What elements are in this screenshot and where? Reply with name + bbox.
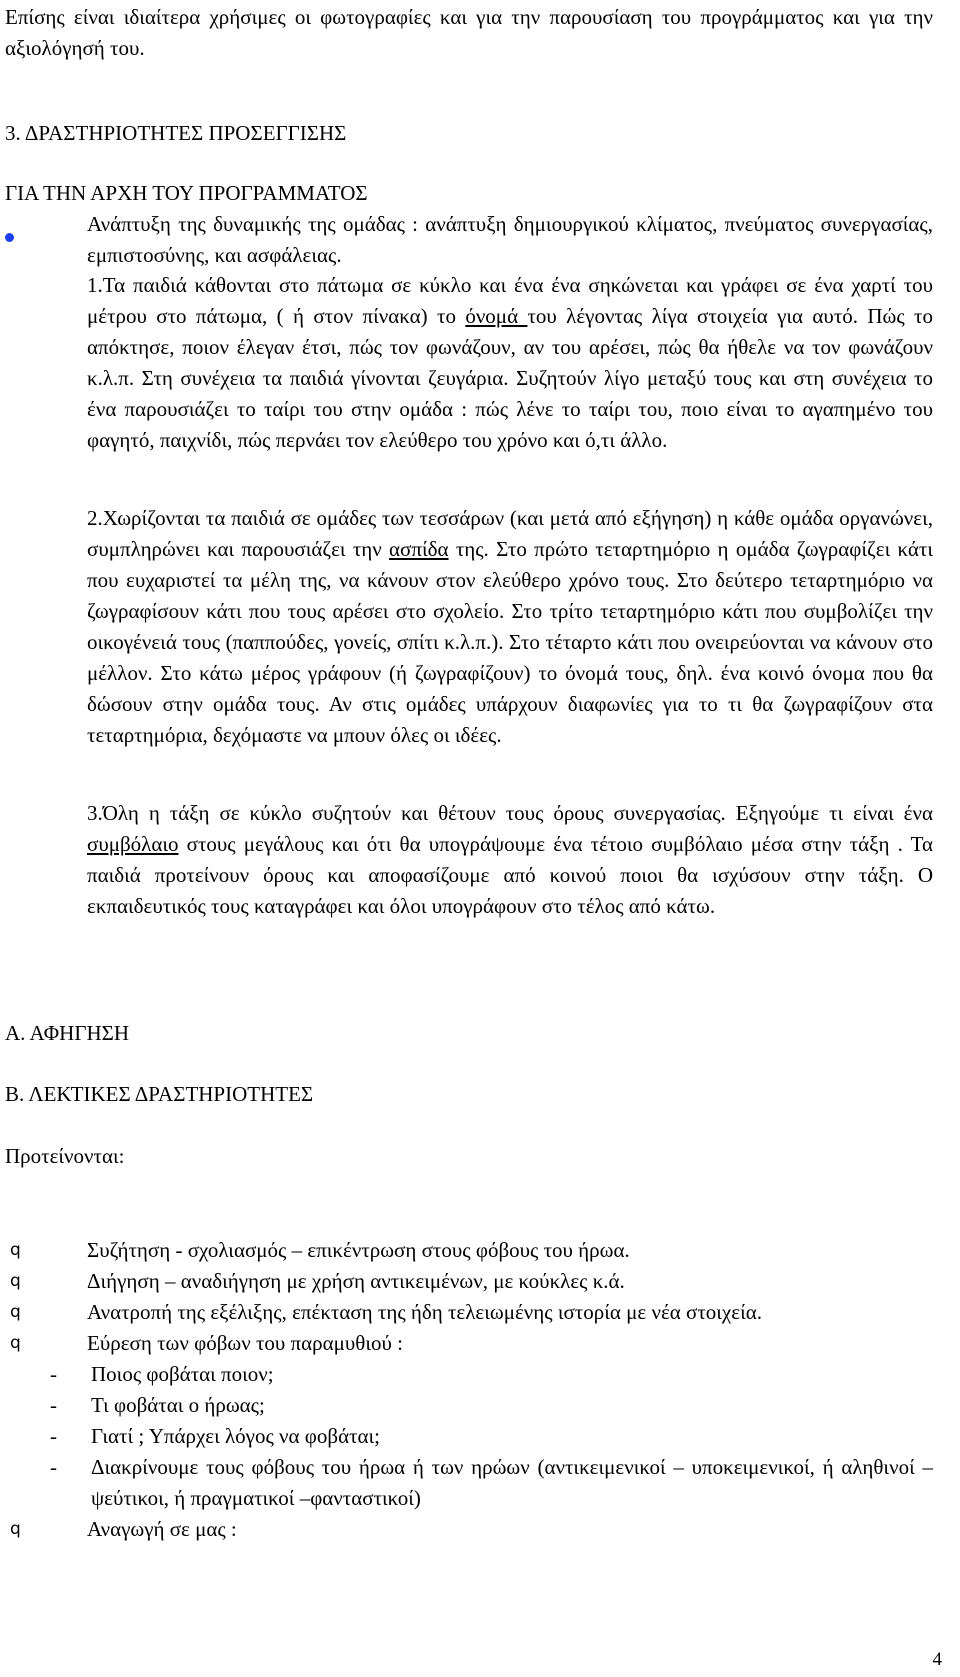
sub-list-item-text: Διακρίνουμε τους φόβους του ήρωα ή των ηρώων (αντικειμενικοί – υποκειμενικοί, ή αληθινοί – ψεύτικοι, ή πραγματικοί –φανταστικοί)	[91, 1455, 933, 1510]
list-item	[5, 1235, 933, 1266]
q-bullet-icon: q	[10, 1519, 21, 1539]
sub-list-item	[5, 1452, 933, 1514]
sub-list-item-text: Τι φοβάται ο ήρωας;	[91, 1393, 265, 1417]
activity-2-paragraph	[87, 503, 933, 751]
sub-list-item-text: Γιατί ; Υπάρχει λόγος να φοβάται;	[91, 1424, 380, 1448]
section-b-heading: Β. ΛΕΚΤΙΚΕΣ ΔΡΑΣΤΗΡΙΟΤΗΤΕΣ	[5, 1082, 314, 1106]
dash-bullet: -	[50, 1393, 57, 1417]
list-item-text: Αναγωγή σε μας :	[87, 1517, 237, 1541]
activity-1-text-end: του λέγοντας λίγα στοιχεία για αυτό. Πώς το απόκτησε, ποιον έλεγαν έτσι, πώς τον φωνάζουν, αν του αρέσει, πώς θα ήθελε να τον φωνάζουν κ.λ.π. Στη συνέχεια τα παιδιά γίνονται ζευγάρια. Συζητούν λίγο μεταξύ τους και στη συνέχεια το ένα παρουσιάζει το ταίρι του στην ομάδα : πώς λένε το ταίρι του, ποιο είναι το αγαπημένο του φαγητό, παιχνίδι, πώς περνάει τον ελεύθερο του χρόνο και ό,τι άλλο.	[87, 304, 933, 452]
proposed-label: Προτείνονται:	[5, 1144, 125, 1168]
list-item-text: Εύρεση των φόβων του παραμυθιού :	[87, 1331, 403, 1355]
bullet-paragraph: Ανάπτυξη της δυναμικής της ομάδας : ανάπτυξη δημιουργικού κλίματος, πνεύματος συνεργασίας, εμπιστοσύνης, και ασφάλειας.	[87, 212, 933, 267]
intro-paragraph: Επίσης είναι ιδιαίτερα χρήσιμες οι φωτογραφίες και για την παρουσίαση του προγράμματος και για την αξιολόγησή του.	[5, 5, 933, 60]
list-item	[5, 1266, 933, 1297]
activity-2-text-start: 2.Χωρίζονται τα παιδιά σε ομάδες των τεσσάρων (και μετά από εξήγηση) η κάθε ομάδα οργανώνει, συμπληρώνει και παρουσιάζει την	[87, 506, 933, 561]
activity-1-underlined-word: όνομά	[465, 304, 528, 328]
q-bullet-icon: q	[10, 1302, 21, 1322]
sub-list-item	[5, 1359, 933, 1390]
activity-1-paragraph	[87, 270, 933, 456]
proposal-list	[5, 1235, 933, 1545]
activity-1-text-start: 1.Τα παιδιά κάθονται στο πάτωμα σε κύκλο και ένα ένα σηκώνεται και γράφει σε ένα χαρτί του μέτρου στο πάτωμα, ( ή στον πίνακα) το	[87, 273, 933, 328]
section-3-title: 3. ΔΡΑΣΤΗΡΙΟΤΗΤΕΣ ΠΡΟΣΕΓΓΙΣΗΣ	[5, 121, 347, 145]
list-item	[5, 1297, 933, 1328]
q-bullet-icon: q	[10, 1240, 21, 1260]
dash-bullet: -	[50, 1362, 57, 1386]
activity-3-text-start: 3.Όλη η τάξη σε κύκλο συζητούν και θέτουν τους όρους συνεργασίας. Εξηγούμε τι είναι ένα	[87, 801, 933, 825]
list-item-text: Ανατροπή της εξέλιξης, επέκταση της ήδη τελειωμένης ιστορία με νέα στοιχεία.	[87, 1300, 762, 1324]
q-bullet-icon: q	[10, 1271, 21, 1291]
list-item	[5, 1328, 933, 1359]
activity-2-text-end: της. Στο πρώτο τεταρτημόριο η ομάδα ζωγραφίζει κάτι που ευχαριστεί τα μέλη της, να κάνουν στον ελεύθερο χρόνο τους. Στο δεύτερο τεταρτημόριο να ζωγραφίσουν κάτι που τους αρέσει στο σχολείο. Στο τρίτο τεταρτημόριο κάτι που συμβολίζει την οικογένειά τους (παππούδες, γονείς, σπίτι κ.λ.π.). Στο τέταρτο κάτι που ονειρεύονται να κάνουν στο μέλλον. Στο κάτω μέρος γράφουν (ή ζωγραφίζουν) το όνομά τους, δηλ. ένα κοινό όνομα που θα δώσουν στην ομάδα τους. Αν στις ομάδες υπάρχουν διαφωνίες για το τι θα ζωγραφίζουν στα τεταρτημόρια, δεχόμαστε να μπουν όλες οι ιδέες.	[87, 537, 933, 747]
sub-list-item	[5, 1390, 933, 1421]
list-item	[5, 1514, 933, 1545]
program-start-heading: ΓΙΑ ΤΗΝ ΑΡΧΗ ΤΟΥ ΠΡΟΓΡΑΜΜΑΤΟΣ	[5, 181, 368, 205]
fears-sublist	[5, 1359, 933, 1514]
activity-2-underlined-word: ασπίδα	[389, 537, 449, 561]
sub-list-item-text: Ποιος φοβάται ποιον;	[91, 1362, 274, 1386]
dash-bullet: -	[50, 1424, 57, 1448]
list-item-text: Συζήτηση - σχολιασμός – επικέντρωση στους φόβους του ήρωα.	[87, 1238, 630, 1262]
activity-3-paragraph	[87, 798, 933, 922]
list-item-text: Διήγηση – αναδιήγηση με χρήση αντικειμένων, με κούκλες κ.ά.	[87, 1269, 625, 1293]
activity-3-underlined-word: συμβόλαιο	[87, 832, 179, 856]
bullet-dot-icon	[5, 233, 14, 242]
q-bullet-icon: q	[10, 1333, 21, 1353]
dash-bullet: -	[50, 1455, 57, 1479]
activity-3-text-end: στους μεγάλους και ότι θα υπογράψουμε ένα τέτοιο συμβόλαιο μέσα στην τάξη . Τα παιδιά προτείνουν όρους και αποφασίζουμε από κοινού ποιοι θα ισχύσουν στην τάξη. Ο εκπαιδευτικός τους καταγράφει και όλοι υπογράφουν στο τέλος από κάτω.	[87, 832, 933, 918]
sub-list-item	[5, 1421, 933, 1452]
section-a-heading: Α. ΑΦΗΓΗΣΗ	[5, 1021, 130, 1045]
page-number: 4	[932, 1649, 942, 1670]
